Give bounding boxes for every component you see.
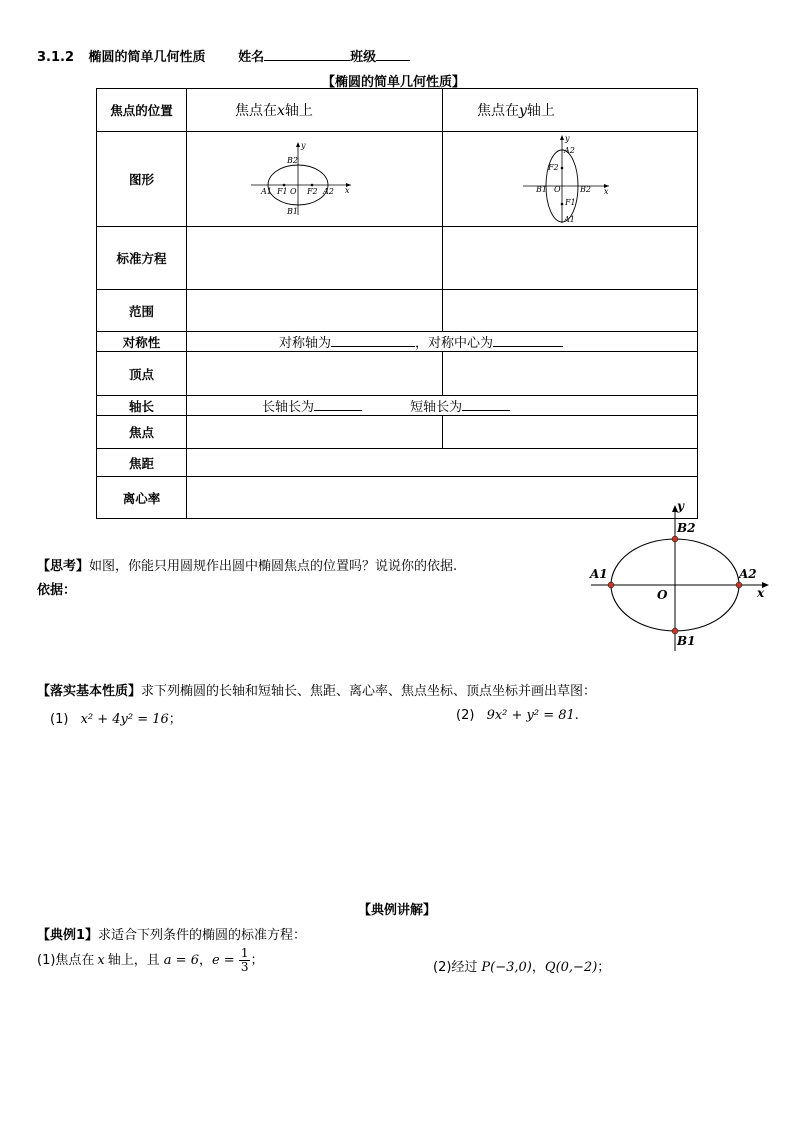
cell-foci-x[interactable] [187, 416, 443, 449]
vertex-point-A1 [608, 582, 614, 588]
item1-equation: x² + 4y² = 16 [80, 712, 169, 727]
label-eccentricity: 离心率 [97, 477, 187, 519]
diagram-label-B1: B1 [677, 634, 696, 648]
symmetry-axis-blank[interactable] [331, 346, 415, 347]
cell-y-focus [443, 89, 698, 132]
cell-axis-length [187, 396, 698, 416]
graph-label-y: y [301, 141, 306, 150]
graph-label-x: x [604, 187, 609, 196]
cell-symmetry [187, 332, 698, 352]
label-focal-distance: 焦距 [97, 449, 187, 477]
cond1-mid: 轴上，且 [107, 953, 160, 968]
x-focus-suffix: 轴上 [284, 103, 313, 119]
major-axis-blank[interactable] [314, 410, 362, 411]
practice-item-2 [456, 708, 579, 723]
ellipse-diagram [587, 499, 777, 659]
properties-table [96, 88, 698, 519]
label-range: 范围 [97, 290, 187, 332]
x-ellipse-graph [247, 137, 357, 219]
cond1-a-value: a = 6 [163, 953, 199, 968]
row-vertex [97, 352, 698, 396]
section-number: 3.1.2 [37, 50, 75, 65]
label-axis-length: 轴长 [97, 396, 187, 416]
cell-range-y[interactable] [443, 290, 698, 332]
symmetry-center-blank[interactable] [493, 346, 563, 347]
row-foci [97, 416, 698, 449]
y-ellipse-graph [519, 133, 619, 225]
think-tag: 【思考】 [37, 559, 90, 574]
row-focal-distance [97, 449, 698, 477]
diagram-label-A1: A1 [590, 567, 608, 581]
graph-label-O: O [554, 185, 561, 194]
table-title: 【椭圆的简单几何性质】 [322, 75, 466, 90]
header-line [37, 46, 410, 65]
major-axis-text: 长轴长为 [262, 400, 315, 415]
practice-item-1 [50, 708, 182, 727]
graph-label-y: y [565, 134, 570, 143]
cell-equation-x[interactable] [187, 227, 443, 290]
example1-condition-2 [433, 956, 610, 975]
y-focus-prefix: 焦点在 [477, 103, 519, 119]
row-axis-length [97, 396, 698, 416]
row-range [97, 290, 698, 332]
symmetry-center-text: ，对称中心为 [415, 336, 494, 351]
graph-label-F1: F1 [277, 187, 288, 196]
think-basis-label: 依据： [37, 583, 77, 598]
row-focus-position [97, 89, 698, 132]
y-var: y [519, 103, 527, 119]
graph-label-A1: A1 [564, 215, 575, 224]
cond2-sep: ， [531, 960, 545, 975]
graph-label-B1: B1 [287, 207, 298, 216]
label-foci: 焦点 [97, 416, 187, 449]
vertex-point-B2 [672, 536, 678, 542]
cell-focal-distance[interactable] [187, 449, 698, 477]
cond2-point-p: P(−3,0) [481, 960, 532, 975]
class-label: 班级 [350, 50, 377, 65]
cell-vertex-x[interactable] [187, 352, 443, 396]
think-line [37, 555, 457, 574]
label-symmetry: 对称性 [97, 332, 187, 352]
diagram-label-y: y [677, 499, 684, 513]
cond1-prefix: (1)焦点在 [37, 953, 95, 968]
cond1-fraction-num: 1 [240, 946, 249, 960]
cond1-sep: ， [198, 953, 212, 968]
focus-point-right [311, 184, 314, 187]
label-focus-position: 焦点的位置 [97, 89, 187, 132]
class-field[interactable] [376, 60, 410, 61]
label-vertex: 顶点 [97, 352, 187, 396]
practice-tag: 【落实基本性质】 [37, 684, 142, 699]
think-text: 如图，你能只用圆规作出圆中椭圆焦点的位置吗？说说你的依据. [89, 559, 458, 574]
graph-label-A2: A2 [564, 146, 575, 155]
cond1-e-label: e = [211, 953, 235, 968]
item1-end: ； [168, 712, 182, 727]
cond1-end: ； [250, 953, 264, 968]
y-arrow-icon [296, 142, 300, 147]
graph-label-B2: B2 [287, 156, 298, 165]
focus-point-top [561, 167, 564, 170]
focus-point-bottom [561, 203, 564, 206]
graph-label-O: O [290, 187, 297, 196]
cond1-fraction [239, 947, 251, 974]
diagram-label-B2: B2 [677, 521, 696, 535]
section-title: 椭圆的简单几何性质 [88, 50, 206, 65]
cell-x-graph [187, 132, 443, 227]
example1-line [37, 924, 306, 943]
cond1-fraction-den: 3 [240, 960, 249, 974]
cell-x-focus [187, 89, 443, 132]
cell-vertex-y[interactable] [443, 352, 698, 396]
diagram-label-A2: A2 [739, 567, 757, 581]
diagram-label-x: x [757, 586, 765, 600]
y-focus-suffix: 轴上 [526, 103, 555, 119]
practice-line [37, 680, 596, 699]
graph-label-F2: F2 [307, 187, 318, 196]
graph-label-x: x [345, 186, 350, 195]
label-graph: 图形 [97, 132, 187, 227]
symmetry-axis-text: 对称轴为 [279, 336, 332, 351]
graph-label-B2: B2 [580, 185, 591, 194]
cell-foci-y[interactable] [443, 416, 698, 449]
graph-label-A2: A2 [323, 187, 334, 196]
minor-axis-text: 短轴长为 [410, 400, 463, 415]
focus-point-left [283, 184, 286, 187]
diagram-label-O: O [657, 588, 668, 602]
example1-text: 求适合下列条件的椭圆的标准方程： [98, 928, 307, 943]
item2-number: (2) [456, 708, 475, 723]
cond2-prefix: (2)经过 [433, 960, 478, 975]
row-symmetry [97, 332, 698, 352]
name-label: 姓名 [238, 50, 265, 65]
cond2-end: ； [597, 960, 611, 975]
cond1-x: x [97, 953, 105, 968]
practice-text: 求下列椭圆的长轴和短轴长、焦距、离心率、焦点坐标、顶点坐标并画出草图： [141, 684, 597, 699]
cell-equation-y[interactable] [443, 227, 698, 290]
graph-label-F2: F2 [548, 163, 559, 172]
item2-end: . [574, 708, 579, 723]
row-graph [97, 132, 698, 227]
row-equation [97, 227, 698, 290]
graph-label-A1: A1 [261, 187, 272, 196]
vertex-point-A2 [736, 582, 742, 588]
cond2-point-q: Q(0,−2) [544, 960, 598, 975]
example1-condition-1 [37, 947, 264, 974]
graph-label-B1: B1 [536, 185, 547, 194]
example1-tag: 【典例1】 [37, 928, 99, 943]
label-equation: 标准方程 [97, 227, 187, 290]
cell-range-x[interactable] [187, 290, 443, 332]
x-var: x [277, 103, 285, 119]
cell-y-graph [443, 132, 698, 227]
item1-number: (1) [50, 712, 69, 727]
item2-equation: 9x² + y² = 81 [486, 708, 575, 723]
y-arrow-icon [560, 135, 564, 140]
examples-title: 【典例讲解】 [358, 903, 437, 918]
name-field[interactable] [264, 60, 350, 61]
graph-label-F1: F1 [565, 198, 576, 207]
minor-axis-blank[interactable] [462, 410, 510, 411]
x-focus-prefix: 焦点在 [235, 103, 277, 119]
